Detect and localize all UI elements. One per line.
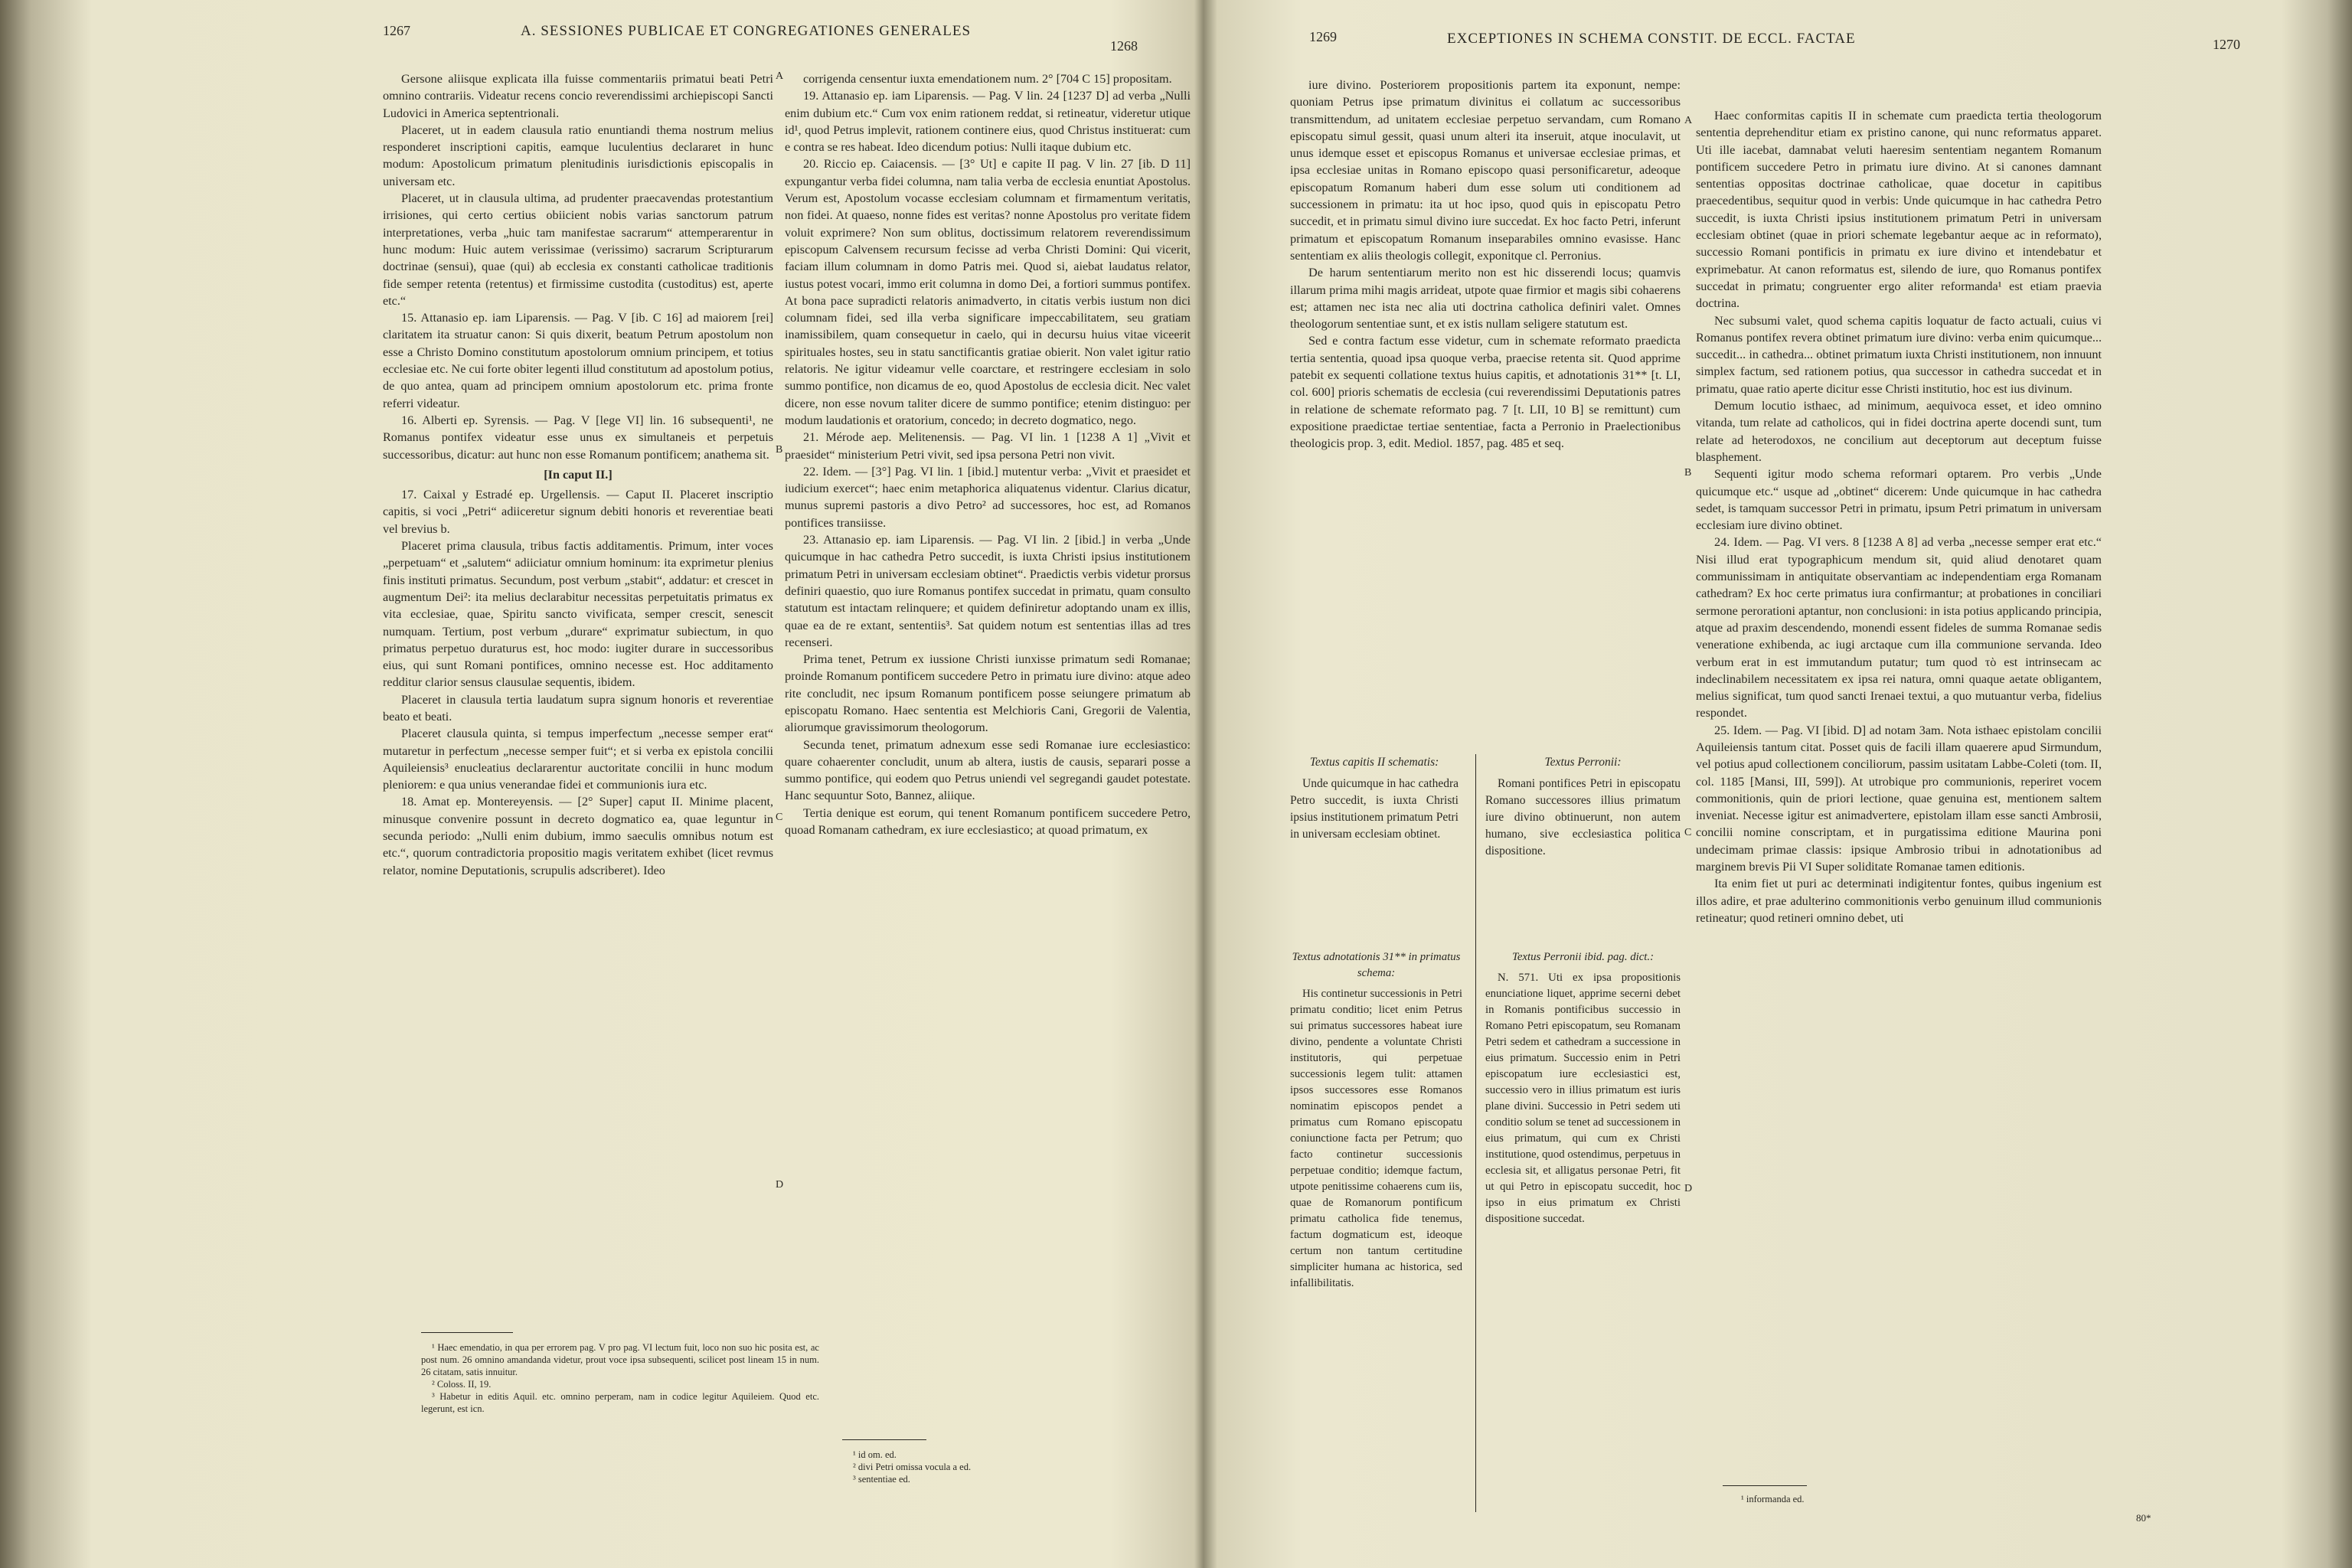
page-number-1268: 1268	[1110, 38, 1138, 54]
right-column-2-footnotes	[1730, 1493, 1960, 1505]
synopsis-perronius-ibid	[1485, 949, 1681, 1227]
footnote-rule	[842, 1439, 926, 1440]
paragraph: Gersone aliisque explicata illa fuisse commentariis primatui beati Petri omnino contrariis. Videatur recens concio reverendissimi archiepiscopi Sancti Ludovici in America septentrionali.	[383, 72, 773, 120]
synopsis-title: Textus Perronii:	[1544, 756, 1622, 769]
synopsis-body: N. 571. Uti ex ipsa propositionis enunciatione liquet, apprime secerni debet in Romanis pontificibus successio in Romano Petri episcopatum, seu Romanam Petri sedem et cathedram a successione in eius primatum. Successio enim in Petri episcopatum iure ecclesiastici est, successio vero in illius primatum est iuris plane divini. Successio in Petri sedem uti conditio solum se tenet ad successionem in eius primatum, qui cum ex Christi institutione, quod ostendimus, perpetuus in ecclesia sit, et alligatus personae Petri, fit ut qui Petro in episcopatu succedit, hoc ipso in eius primatum ex Christi dispositione succedat.	[1485, 972, 1681, 1225]
synopsis-title: Textus Perronii ibid. pag. dict.:	[1511, 951, 1655, 963]
synopsis-schema-text	[1290, 754, 1459, 843]
right-column-1	[1290, 77, 1681, 452]
margin-mark-b: B	[1684, 467, 1692, 479]
running-header-right: EXCEPTIONES IN SCHEMA CONSTIT. DE ECCL. FACTAE	[1447, 31, 1856, 47]
synopsis-body: Unde quicumque in hac cathedra Petro succedit, is iuxta Christi ipsius institutionem primatum Petri in universam ecclesiam obtinet.	[1290, 777, 1459, 841]
footnote-rule	[1723, 1485, 1807, 1486]
margin-mark-d: D	[1684, 1183, 1693, 1194]
paragraph: Sed e contra factum esse videtur, cum in schemate reformato praedicta tertia sententia, quoad ipsa quoque verba, praecise retenta sit. Quod apprime patebit ex sequenti collatione textus huius capitis, et adnotationis 31** [t. LI, col. 600] prioris schematis de ecclesia (cui reverendissimi Deputationis patres in relatione de schemate reformato pag. 7 [t. LII, 10 B] se remittunt) cum expositione praedictae tertiae sententiae, facta a Perronio in Praelectionibus theologicis prop. 3, edit. Mediol. 1857, pag. 485 et seq.	[1290, 334, 1681, 451]
paragraph: Demum locutio isthaec, ad minimum, aequivoca esset, et ideo omnino vitanda, tum relate ad catholicos, qui in fidei doctrina aperte docendi sunt, tum relate ad heterodoxos, ne concilium aut deceptorum aut deceptum fuisse blasphement.	[1696, 399, 2102, 464]
running-header-left: A. SESSIONES PUBLICAE ET CONGREGATIONES GENERALES	[521, 23, 972, 39]
paragraph: Secunda tenet, primatum adnexum esse sedi Romanae iure ecclesiastico: quare cohaerenter concludit, unum ab altera, iustis de causis, separari posse a summo pontifice, qui eodem quo Petrus uniendi vel segregandi gaudet potestate. Hanc sequuntur Soto, Bannez, aliique.	[785, 737, 1191, 803]
page-number-1267: 1267	[383, 23, 410, 38]
page-number-1269: 1269	[1309, 29, 1337, 44]
footnote: ² divi Petri omissa vocula a ed.	[853, 1462, 972, 1472]
footnote: ¹ Haec emendatio, in qua per errorem pag. V pro pag. VI lectum fuit, loco non suo hic posita est, ac post num. 26 omnino amandanda videtur, prout voce ipsa subsequenti, scilicet post lineam 15 in num. 26 citatam, satis innuitur.	[421, 1342, 819, 1377]
synopsis-annotation-text	[1290, 949, 1462, 1292]
margin-mark-a: A	[776, 70, 784, 82]
synopsis-divider	[1475, 754, 1476, 1512]
margin-mark-d: D	[776, 1179, 784, 1191]
paragraph: Placeret clausula quinta, si tempus imperfectum „necesse semper erat“ mutaretur in perfectum „necesse semper fuit“; et si verba ex epistola concilii Aquileiensis³ enucleatius declararentur auctoritate concilii in hunc modum pleniorem: e qua unius venerandae fidei et communionis iura etc.	[383, 727, 773, 792]
paragraph: 16. Alberti ep. Syrensis. — Pag. V [lege VI] lin. 16 subsequenti¹, ne Romanus pontifex videatur esse unus ex simultaneis et perpetuis successoribus, dicatur: aut hunc non esse Romanum pontificem; anathema sit.	[383, 413, 773, 462]
paragraph: Ita enim fiet ut puri ac determinati indigitentur fontes, quibus ingenium est illos adire, et prae adulterino commonitionis verbo genuinum illud communionis retineatur; quod retineri omnino debet, uti	[1696, 877, 2102, 925]
paragraph: Prima tenet, Petrum ex iussione Christi iunxisse primatum sedi Romanae; proinde Romanum pontificem succedere Petro in primatu iure divino: atque adeo rite concludit, nec ipsum Romanum pontificem posse seiungere primatum ab episcopatu Romano. Haec sententia est Melchioris Cani, Gregorii de Valentia, aliorumque gravissimorum theologorum.	[785, 652, 1191, 735]
right-column-2	[1696, 107, 2102, 926]
paragraph: Placeret in clausula tertia laudatum supra signum honoris et reverentiae beato et beati.	[383, 692, 773, 724]
synopsis-title: Textus adnotationis 31** in primatus schema:	[1292, 951, 1461, 979]
paragraph: 15. Attanasio ep. iam Liparensis. — Pag. V [ib. C 16] ad maiorem [rei] claritatem ita struatur canon: Si quis dixerit, beatum Petrum apostolum non esse a Christo Domino constitutum apostolorum omnium principem, et totius ecclesiae etc. Ne cui forte obiter legenti illud constitutum ad apostolum potius, de quo antea, quam ad principem omnium apostolorum etc. prima fronte referri videatur.	[383, 311, 773, 410]
paragraph: 19. Attanasio ep. iam Liparensis. — Pag. V lin. 24 [1237 D] ad verba „Nulli enim dubium etc.“ Cum vox enim rationem reddat, si retineatur, videretur utique id¹, quod Petrus implevit, rationem continere eius, quod Christus instituerat: cum e contra se res habeat. Ideo dicendum potius: Nulli itaque dubium etc.	[785, 89, 1191, 155]
paragraph: corrigenda censentur iuxta emendationem num. 2° [704 C 15] propositam.	[803, 72, 1172, 86]
paragraph: 18. Amat ep. Montereyensis. — [2° Super] caput II. Minime placent, minusque convenire possunt in decreto dogmatico ea, quae leguntur in secunda periodo: „Nulli enim dubium, immo saeculis omnibus notum est etc.“, quorum contradictoria propositio magis veritatem exhibet (licet revmus relator, nomine Deputationis, scrupulis adscriberet). Ideo	[383, 795, 773, 877]
synopsis-title: Textus capitis II schematis:	[1309, 756, 1439, 769]
paragraph: De harum sententiarum merito non est hic disserendi locus; quamvis illarum prima mihi magis arrideat, utpote quae firmior et magis sibi cohaerens est; attamen nec ista nec alia uti doctrina catholica definiri valet. Omnes theologorum sententiae sunt, et ex istis nullam seligere statutum est.	[1290, 266, 1681, 332]
paragraph: Haec conformitas capitis II in schemate cum praedicta tertia theologorum sententia deprehenditur etiam ex pristino canone, qui nunc reformatus apparet. Uti ille iacebat, damnabat veluti haeresim sententiam negantem Romanum pontificem succedere Petro in primatu iure divino. At si canones damnant sententias oppositas doctrinae catholicae, quae docetur in capitibus praecedentibus, sequitur quod in verbis: Unde quicumque in hac cathedra Petro succedit, is iuxta Christi ipsius institutionem primatum Petri in universam ecclesiam obtinet (quae in priori schemate legebantur aeque ac in reformato), successio Romani pontificis in primatu ex iure divino et intendebatur et exprimebatur. At canon reformatus est, silendo de iure, quo Romanus pontifex succedat in primatu; congruenter ergo aliter reformanda¹ est etiam praevia doctrina.	[1696, 109, 2102, 311]
paragraph: Placeret, ut in clausula ultima, ad prudenter praecavendas protestantium irrisiones, qui certo certius obiicient nobis varias sanctorum patrum interpretationes, verba „huic tam manifestae sacrarum“ attemperarentur in hunc modum: Huic autem verissimae (verissimo) sacrarum Scripturarum doctrinae (sensui), quae (qui) ab ecclesia ex constanti catholicae traditionis fide semper retenta (retentus) et firmissime custodita (custoditus) est, aperte etc.“	[383, 191, 773, 308]
paragraph: 20. Riccio ep. Caiacensis. — [3° Ut] e capite II pag. V lin. 27 [ib. D 11] expungantur verba fidei columna, nam talia verba de ecclesia enuntiat Apostolus. Verum est, Apostolum vocasse ecclesiam columnam et firmamentum veritatis, non fidei. At quaeso, nonne fides est veritas? nonne Apostolus pro veritate fidem voluit exprimere? Non sum oblitus, doctissimum relatorem reverendissimum episcopum Calvensem recursum fecisse ad verba Christi Domini: Qui vicerit, faciam illum columnam in domo Patris mei. Quod si, aiebat laudatus relator, iustus potest vocari, immo erit columna in domo Dei, a fortiori summus pontifex. At bona pace supradicti relatoris animadverto, in citatis verbis iustum non dici columnam fidei, sed illa verba significare impeccabilitatem, seu gratiam inamissibilem, quam consequetur in caelo, qui in decursu huius vitae viceerit spirituales hostes, seu in statu sanctificantis gratiae obierit. Non valet igitur ratio relatoris. Ne igitur videamur velle coarctare, et restringere ecclesiam in solo summo pontifice, non dicamus de eo, quod Apostolus de ecclesia dicit. Nec valet dicere, non esse novum taliter dicere de summo pontifice; etenim distinguo: per modum laudationis et oratorium, concedo; in decreto dogmatico, nego.	[785, 157, 1191, 427]
paragraph: Nec subsumi valet, quod schema capitis loquatur de facto actuali, cuius vi Romanus pontifex revera obtinet primatum iure divino: verba enim quicumque... succedit... in cathedra... obtinet primatum iuxta Christi institutionem, non innuunt simplex factum, sed rationem potius, qua successor in cathedra succedat et in primatu, quae ratio aperte dicitur esse Christi institutio, hoc est ius divinum.	[1696, 313, 2102, 396]
paragraph: [In caput II.]	[544, 467, 612, 482]
left-column-1-footnotes	[421, 1341, 819, 1415]
paragraph: 17. Caixal y Estradé ep. Urgellensis. — Caput II. Placeret inscriptio capitis, si voci „Petri“ adiiceretur signum debiti honoris et reverentiae beati vel brevius b.	[383, 488, 773, 536]
page-number-1270: 1270	[2213, 37, 2240, 52]
paragraph: iure divino. Posteriorem propositionis partem ita exponunt, nempe: quoniam Petrus ipse primatum divinitus ei collatum ac successoribus transmittendum, ad unitatem ecclesiae perpetuo servandam, cum Romano episcopatu simul gessit, quasi unum alteri ita inseruit, atque inoculavit, ut unus idemque esset et episcopus Romanus et universae ecclesiae primas, et ipsa ecclesiae unitas in Romano episcopo quasi personificaretur, adeoque episcopatum Romanum haberi dum esse solum uti conditionem ad successionem in primatu: ita ut hoc ipso, quod quis in episcopatu Petro succedit, et in primatu simul divino iure succedat. Ex hoc facto Petri, inferunt primatum et episcopatum Romanum inseparabiles omnino evasisse. Hanc sententiam ex aliis theologis collegit, exponitque cl. Perronius.	[1290, 78, 1681, 263]
paragraph: Placeret, ut in eadem clausula ratio enuntiandi thema nostrum melius responderet inscriptioni capitis, eamque luculentius declararet in hunc modum: Apostolicum primatum plenitudinis iurisdictionis episcopalis in universam etc.	[383, 122, 773, 188]
signature-mark: 80*	[2136, 1512, 2151, 1524]
footnote: ¹ informanda ed.	[1741, 1494, 1805, 1504]
paragraph: 23. Attanasio ep. iam Liparensis. — Pag. VI lin. 2 [ibid.] in verba „Unde quicumque in hac cathedra Petro succedit, is iuxta Christi ipsius institutionem primatum Petri in universam ecclesiam obtinet“. Praedictis verbis videtur prorsus definiri quaestio, quo iure Romanus pontifex succedat in primatu, quam consulto statutum est intactam relinquere; et quidem definiretur adoptando unam ex illis, quae ea de re extant, sententiis³. Sat quidem notum est sententias illas ad tres recenseri.	[785, 533, 1191, 649]
margin-mark-a: A	[1684, 115, 1693, 126]
right-page	[1217, 0, 2305, 1568]
left-page	[54, 0, 1198, 1568]
left-column-2-footnotes	[842, 1449, 1179, 1485]
footnote-rule	[421, 1332, 513, 1333]
paragraph: Tertia denique est eorum, qui tenent Romanum pontificem succedere Petro, quoad Romanam cathedram, ex iure ecclesiastico; at quoad primatum, ex	[785, 805, 1191, 838]
paragraph: 24. Idem. — Pag. VI vers. 8 [1238 A 8] ad verba „necesse semper erat etc.“ Nisi illud erat typographicum mendum sit, quid aliud denotaret quam communissimam in antiquitate observantiam ac independentiam erga Romanam cathedram? Ex hoc certe primatus iura confirmantur; at probationes in conciliari sermone perorationi aptantur, non conclusioni: in ista potius applicando principia, atque ad praxim descendendo, monendi essent fideles de summa Romanae sedis veneratione exhibenda, ac iugi arctaque cum illa communione servanda. Ideo verbum erat in est immutandum putatur; tum quod τὸ est intrinsecam ac indeclinabilem necessitatem ex ipsa rei natura, omni quaque aetate obligantem, melius significat, tum quod sancti Irenaei textui, a quo mutuantur verba, fidelius respondet.	[1696, 535, 2102, 720]
left-column-2	[785, 70, 1191, 838]
margin-mark-b: B	[776, 444, 783, 456]
footnote: ² Coloss. II, 19.	[432, 1379, 492, 1390]
synopsis-body: His continetur successionis in Petri primatu conditio; licet enim Petrus sui primatus successores habeat iure divino, pendente a voluntate Christi institutoris, qui perpetuae successionis legem tulit: attamen ipsos successores esse Romanos nominatim episcopos pendet a primatus cum Romano episcopatu coniunctione facta per Petrum; quo facto continetur successionis perpetuae conditio; idemque factum, utpote penitissime cohaerens cum iis, quae de Romanorum pontificum primatu catholica fide tenemus, factum dogmaticum est, ideoque certum non tantum certitudine simpliciter humana ac historica, sed infallibilitatis.	[1290, 988, 1462, 1289]
paragraph: 22. Idem. — [3°] Pag. VI lin. 1 [ibid.] mutentur verba: „Vivit et praesidet et iudicium exercet“; haec enim metaphorica aliquatenus videntur. Clarius dicatur, munus supremi pastoris a divo Petro² ad successores, hoc est, ad Romanos pontifices transiisse.	[785, 464, 1191, 530]
synopsis-perronius-text	[1485, 754, 1681, 860]
paragraph: Placeret prima clausula, tribus factis additamentis. Primum, inter voces „perpetuam“ et „salutem“ adiiciatur omnium hominum: ita exprimetur plenius finis instituti primatus. Secundum, post verbum „stabit“, addatur: et crescet in augmentum Dei²: ita melius declarabitur necessitas perpetuitatis primatus ex vita ecclesiae, quae, Spiritu sancto vivificata, semper crescit, senescit numquam. Tertium, post verbum „durare“ exprimatur subiectum, in quo primatus perpetuo duraturus est, hoc modo: iugiter durare in successoribus eius, qui sunt Romani pontifices, omnino necesse est. Hoc additamento redditur clarior sensus clausulae sequentis, ibidem.	[383, 539, 773, 690]
footnote: ³ sententiae ed.	[853, 1474, 910, 1485]
paragraph: Sequenti igitur modo schema reformari optarem. Pro verbis „Unde quicumque etc.“ usque ad „obtinet“ dicerem: Unde quicumque in hac cathedra sedet, is tamquam successor Petri in primatu, ipsum Petri primatum in universam ecclesiam iure divino obtinet.	[1696, 467, 2102, 533]
margin-mark-c: C	[776, 812, 783, 823]
left-column-1	[383, 70, 773, 879]
synopsis-body: Romani pontifices Petri in episcopatu Romano successores illius primatum iure divino obtinuerunt, non autem humano, sive ecclesiastica politica dispositione.	[1485, 777, 1681, 858]
paragraph: 25. Idem. — Pag. VI [ibid. D] ad notam 3am. Nota isthaec epistolam concilii Aquileiensis tantum citat. Posset quis de facili illam quaerere apud Sirmundum, vel potius apud collectionem conciliorum, passim usitatam Labbe-Coleti (tom. II, col. 1185 [Mansi, III, 599]). At utrobique pro communionis, reperiret vocem commonitionis, quin de priori lectione, quae genuina est, mentionem saltem inveniat. Necesse igitur est animadvertere, epistolam illam esse sancti Ambrosii, concilii nomine conscriptam, et in purgatissima editione Maurina poni undecimam primae classis: ipsique Ambrosio tribui in adnotationibus ad marginem brevis Pii VI Super soliditate Romanae tamen editionis.	[1696, 723, 2102, 874]
footnote: ¹ id om. ed.	[853, 1449, 897, 1460]
footnote: ³ Habetur in editis Aquil. etc. omnino perperam, nam in codice legitur Aquileiem. Quod etc. legerunt, est icn.	[421, 1391, 819, 1414]
margin-mark-c: C	[1684, 827, 1692, 838]
paragraph: 21. Mérode aep. Melitenensis. — Pag. VI lin. 1 [1238 A 1] „Vivit et praesidet“ ministerium Petri vivit, sed ipsa persona Petri non vivit.	[785, 430, 1191, 462]
